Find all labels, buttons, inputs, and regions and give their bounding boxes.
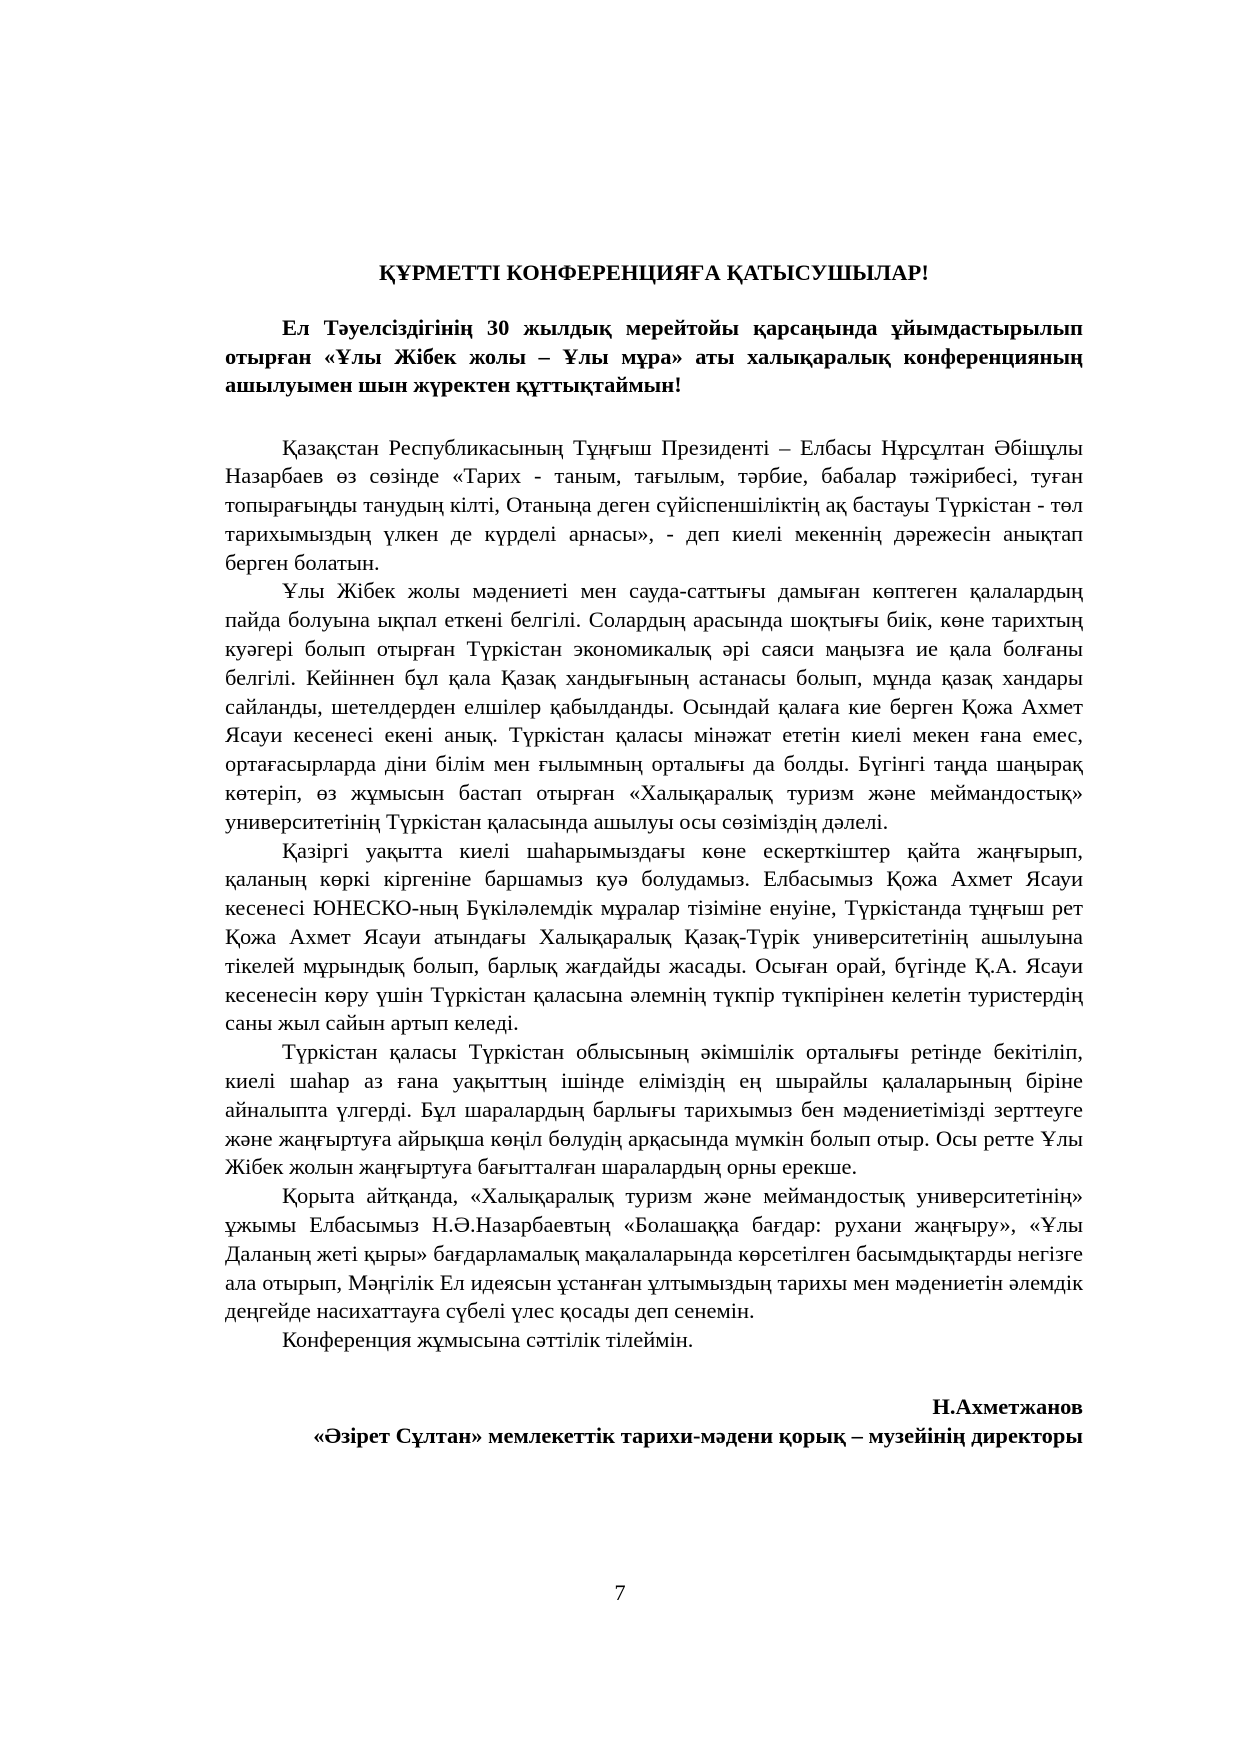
document-title: ҚҰРМЕТТІ КОНФЕРЕНЦИЯҒА ҚАТЫСУШЫЛАР! [378,260,929,285]
body-paragraph-1: Қазақстан Республикасының Тұңғыш Президенті – Елбасы Нұрсұлтан Әбішұлы Назарбаев өз сөзінде «Тарих - таным, тағылым, тәрбие, бабалар тәжірибесі, туған топырағыңды танудың кілті, Отаныңа деген сүйіспеншіліктің ақ бастауы Түркістан - төл тарихымыздың үлкен де күрделі арнасы», - деп киелі мекеннің дәрежесін анықтап берген болатын. [225,434,1083,575]
body-paragraph-3: Қазіргі уақытта киелі шаһарымыздағы көне ескерткіштер қайта жаңғырып, қаланың көркі кіргеніне баршамыз куә болудамыз. Елбасымыз Қожа Ахмет Ясауи кесенесі ЮНЕСКО-ның Бүкіләлемдік мұралар тізіміне енуіне, Түркістанда тұңғыш рет Қожа Ахмет Ясауи атындағы Халықаралық Қазақ-Түрік университетінің ашылуына тікелей мұрындық болып, барлық жағдайды жасады. Осыған орай, бүгінде Қ.А. Ясауи кесенесін көру үшін Түркістан қаласына әлемнің түкпір түкпірінен келетін туристердің саны жыл сайын артып келеді. [225,837,1083,1036]
signature-name: Н.Ахметжанов [932,1394,1083,1419]
document-body [225,258,1083,1450]
signature-position: «Әзірет Сұлтан» мемлекеттік тарихи-мәдени қорық – музейінің директоры [313,1422,1083,1448]
signature-block [225,1393,1083,1450]
body-paragraph-2: Ұлы Жібек жолы мәдениеті мен сауда-саттығы дамыған көптеген қалалардың пайда болуына ықпал еткені белгілі. Солардың арасында шоқтығы биік, көне тарихтың куәгері болып отырған Түркістан экономикалық әрі саяси маңызға ие қала болғаны белгілі. Кейіннен бұл қала Қазақ хандығының астанасы болып, мұнда қазақ хандары сайланды, шетелдерден елшілер қабылданды. Осындай қалаға кие берген Қожа Ахмет Ясауи кесенесі екені анық. Түркістан қаласы мінәжат ететін киелі мекен ғана емес, ортағасырларда діни білім мен ғылымның орталығы да болды. Бүгінгі таңда шаңырақ көтеріп, өз жұмысын бастап отырған «Халықаралық туризм және меймандостық» университетінің Түркістан қаласында ашылуы осы сөзімiздің дәлелі. [225,578,1083,834]
body-paragraph-6: Конференция жұмысына сәттілік тілеймін. [282,1327,694,1353]
body-paragraph-4: Түркістан қаласы Түркістан облысының әкімшілік орталығы ретінде бекітіліп, киелі шаһар аз ғана уақыттың ішінде еліміздің ең шырайлы қалаларының біріне айналыпта үлгерді. Бұл шаралардың барлығы тарихымыз бен мәдениетімізді зерттеуге және жаңғыртуға айрықша көңіл бөлудің арқасында мүмкін болып отыр. Осы ретте Ұлы Жібек жолын жаңғыртуға бағытталған шаралардың орны ерекше. [225,1039,1083,1180]
greeting-paragraph: Ел Тәуелсіздігінің 30 жылдық мерейтойы қарсаңында ұйымдастырылып отырған «Ұлы Жібек жолы – Ұлы мұра» аты халықаралық конференцияның ашылуымен шын жүректен құттықтаймын! [225,315,1083,397]
body-paragraph-5: Қорыта айтқанда, «Халықаралық туризм және меймандостық университетінің» ұжымы Елбасымыз Н.Ә.Назарбаевтың «Болашаққа бағдар: рухани жаңғыру», «Ұлы Даланың жеті қыры» бағдарламалық мақалаларында көрсетілген басымдықтарды негізге ала отырып, Мәңгілік Ел идеясын ұстанған ұлтымыздың тарихы мен мәдениетін әлемдік деңгейде насихаттауға сүбелі үлес қосады деп сенемін. [225,1183,1083,1324]
page-number: 7 [614,1580,626,1605]
